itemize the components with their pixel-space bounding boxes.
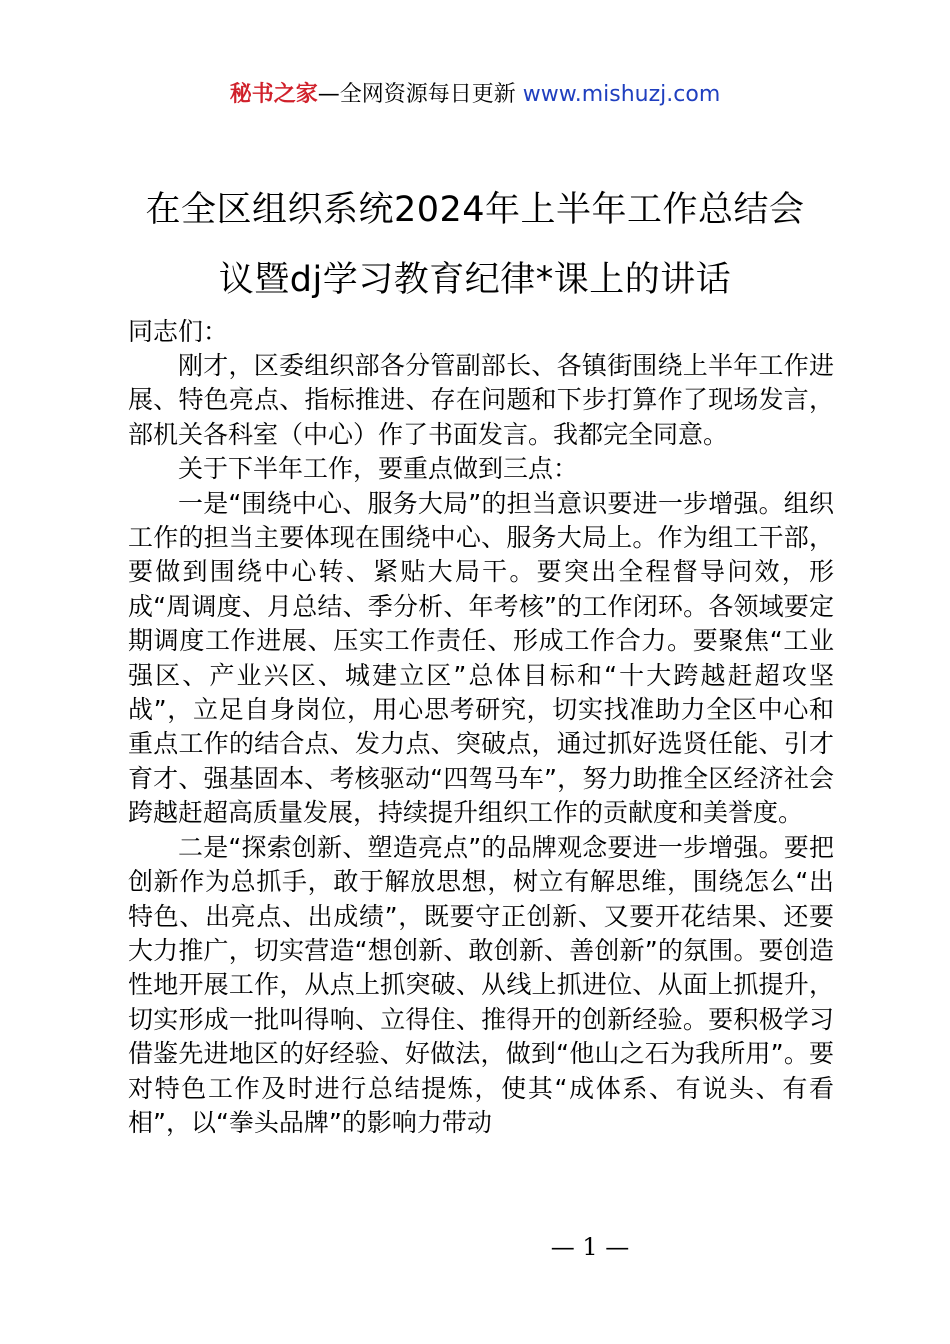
paragraph: 关于下半年工作，要重点做到三点： [178, 454, 579, 484]
paragraph: 一是“围绕中心、服务大局”的担当意识要进一步增强。组织工作的担当主要体现在围绕中心、服务大局上。作为组工干部，要做到围绕中心转、紧贴大局干。要突出全程督导问效，形成“周调度、月总结、季分析、年考核”的工作闭环。各领域要定期调度工作进展、压实工作责任、形成工作合力。要聚焦“工业强区、产业兴区、城建立区”总体目标和“十大跨越赶超攻坚战”，立足自身岗位，用心思考研究，切实找准助力全区中心和重点工作的结合点、发力点、突破点，通过抓好选贤任能、引才育才、强基固本、考核驱动“四驾马车”，努力助推全区经济社会跨越赶超高质量发展，持续提升组织工作的贡献度和美誉度。 [128, 488, 834, 828]
document-title-line-1: 在全区组织系统2024年上半年工作总结会 [145, 190, 805, 230]
document-title-line-2: 议暨dj学习教育纪律*课上的讲话 [218, 260, 732, 300]
site-header [0, 80, 950, 110]
paragraph: 刚才，区委组织部各分管副部长、各镇街围绕上半年工作进展、特色亮点、指标推进、存在问题和下步打算作了现场发言，部机关各科室（中心）作了书面发言。我都完全同意。 [128, 351, 834, 449]
paragraph: 二是“探索创新、塑造亮点”的品牌观念要进一步增强。要把创新作为总抓手，敢于解放思想，树立有解思维，围绕怎么“出特色、出亮点、出成绩”，既要守正创新、又要开花结果、还要大力推广，切实营造“想创新、敢创新、善创新”的氛围。要创造性地开展工作，从点上抓突破、从线上抓进位、从面上抓提升，切实形成一批叫得响、立得住、推得开的创新经验。要积极学习借鉴先进地区的好经验、好做法，做到“他山之石为我所用”。要对特色工作及时进行总结提炼，使其“成体系、有说头、有看相”，以“拳头品牌”的影响力带动 [128, 832, 834, 1137]
salutation: 同志们： [128, 317, 229, 346]
site-url-link[interactable]: www.mishuzj.com [522, 82, 721, 107]
document-body [128, 315, 834, 1140]
page-number: — 1 — [550, 1233, 630, 1261]
site-tagline: —全网资源每日更新 [317, 82, 516, 107]
site-brand: 秘书之家 [229, 82, 318, 107]
